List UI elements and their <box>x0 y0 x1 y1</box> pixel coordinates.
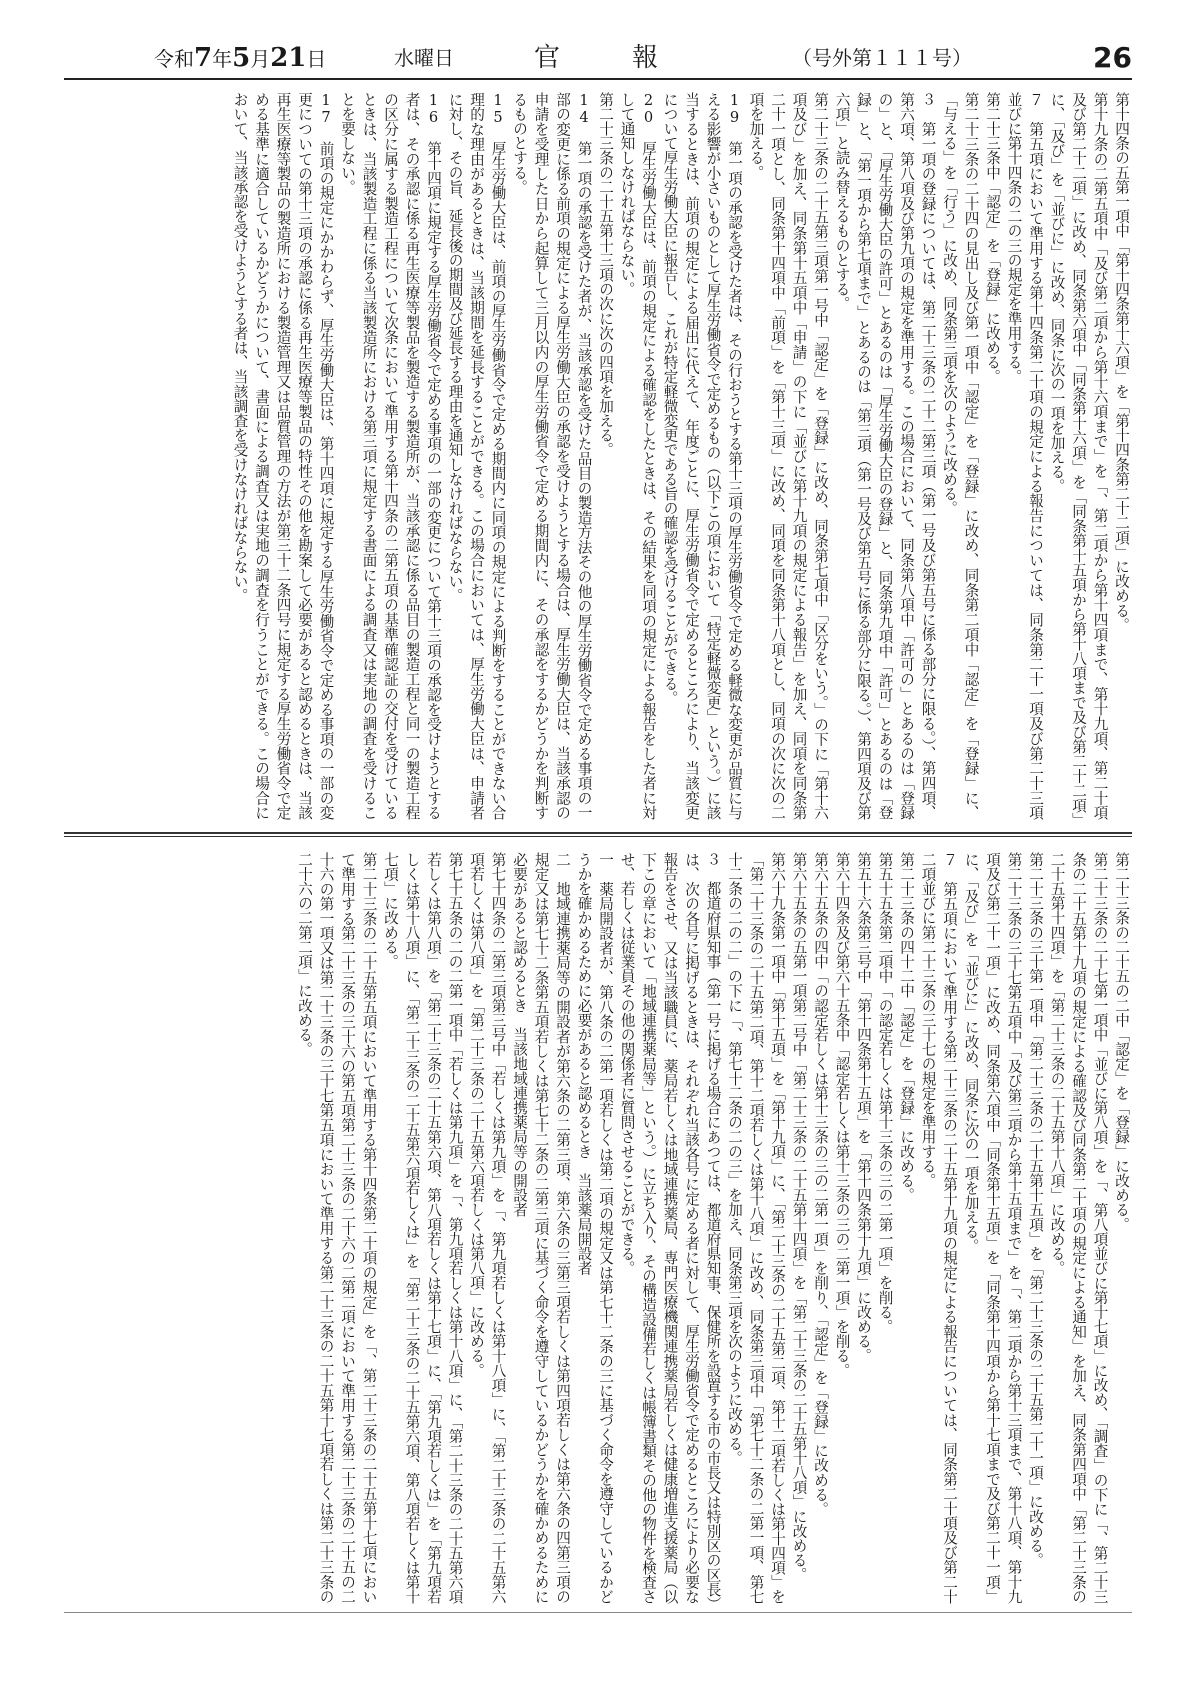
text-paragraph: 第二十三条の二十五第三項第一号中「認定」を「登録」に改め、同条第七項中「区分をいう。」の下に「第十六項及び」を加え、同条第十五項中「申請」の下に「並びに第十九項の規定による報告」を加え、同項を同条第二十一項とし、同条第十四項中「前項」を「第十三項」に改め、同項を同条第十八項とし、同項の次に次の二項を加える。 <box>747 92 829 820</box>
text-paragraph: 20 厚生労働大臣は、前項の規定による確認をしたときは、その結果を同項の規定による報告をした者に対して通知しなければならない。 <box>618 92 657 820</box>
text-paragraph: 第六十五条の五第一項第二号中「第二十三条の二十五第十四項」を「第二十三条の二十五第十八項」に改める。 <box>790 852 808 1582</box>
text-paragraph: 第二十三条の四十二中「認定」を「登録」に改める。 <box>898 852 915 1203</box>
gazette-title: 官報 <box>534 43 731 73</box>
upper-text-block <box>64 92 1132 820</box>
date-day-unit: 日 <box>306 47 327 71</box>
text-paragraph: ７ 第五項において準用する第十四条第二十項の規定による報告については、同条第二十一項及び第二十三項並びに第十四条の二の三の規定を準用する。 <box>1005 92 1044 820</box>
text-paragraph: 第六十四条及び第六十五条中「認定若しくは第十三条の三の二第一項」を削る。 <box>833 852 851 1378</box>
text-paragraph: 二 地域連携薬局等の開設者が第六条の二第三項、第六条の三第三項若しくは第四項若しくは第六条の四第三項の規定又は第七十二条第五項若しくは第七十二条の二第三項に基づく命令を遵守しているかどうかを確かめるために必要があると認めるとき 当該地域連携薬局等の開設者 <box>511 852 571 1604</box>
text-paragraph: 第二十三条の二十七第一項中「並びに第八項」を「、第八項並びに第十七項」に改め、「調査」の下に「、第二十三条の二十五第十九項の規定による確認及び同条第二十項の規定による通知」を加え、同条第四項中「第二十三条の二十五第十四項」を「第二十三条の二十五第十八項」に改める。 <box>1048 852 1109 1604</box>
text-paragraph: ３ 都道府県知事（第一号に掲げる場合にあつては、都道府県知事、保健所を設置する市の市長又は特別区の区長）は、次の各号に掲げるときは、それぞれ当該各号に定める者に対して、厚生労働省令で定めるところにより必要な報告をさせ、又は当該職員に、薬局若しくは地域連携薬局、専門医療機関連携薬局若しくは健康増進支援薬局（以下この章において「地域連携薬局等」という。）に立ち入り、その構造設備若しくは帳簿書類その他の物件を検査させ、若しくは従業員その他の関係者に質問させることができる。 <box>618 852 722 1604</box>
text-paragraph: 第二十三条の三十七第五項中「及び第三項から第十五項まで」を「、第二項から第十三項まで、第十八項、第十九項及び第二十一項」に改め、同条第六項中「同条第十五項」を「同条第十四項から第十七項まで及び第二十一項」に、「及び」を「並びに」に改め、同条に次の一項を加える。 <box>962 852 1023 1604</box>
date-day: 21 <box>270 43 307 73</box>
weekday: 水曜日 <box>394 46 454 70</box>
date-month-unit: 月 <box>250 47 271 71</box>
text-paragraph: 第二十三条の二十五の二中「認定」を「登録」に改める。 <box>1113 852 1130 1232</box>
text-paragraph: 19 第一項の承認を受けた者は、その行おうとする第十三項の厚生労働省令で定める軽微な変更が品質に与える影響が小さいものとして厚生労働省令で定めるもの（以下この項において「特定軽微変更」という。）に該当するときは、前項の規定による届出に代えて、年度ごとに、厚生労働省令で定めるところにより、当該変更について厚生労働大臣に報告し、これが特定軽微変更である旨の確認を受けることができる。 <box>661 92 743 820</box>
text-paragraph: ３ 第一項の登録については、第二十三条の二十二第三項（第一号及び第五号に係る部分に限る。）、第四項、第六項、第八項及び第九項の規定を準用する。この場合において、同条第八項中「許可の」とあるのは「登録の」と、「厚生労働大臣の許可」とあるのは「厚生労働大臣の登録」と、同条第九項中「許可」とあるのは「登録」と、「第一項から第七項まで」とあるのは「第三項（第一号及び第五号に係る部分に限る。）、第四項及び第六項」と読み替えるものとする。 <box>833 92 937 820</box>
text-paragraph: 17 前項の規定にかかわらず、厚生労働大臣は、第十四項に規定する厚生労働省令で定める事項の一部の変更についての第十三項の承認に係る再生医療等製品の特性その他を勘案して必要があると認めるときは、当該再生医療等製品の製造所における製造管理又は品質管理の方法が第三十二条四号に規定する厚生労働省令で定める基準に適合しているかどうかについて、書面による調査又は実地の調査を行うことができる。この場合において、当該承認を受けようとする者は、当該調査を受けなければならない。 <box>231 92 335 820</box>
issue-number: （号外第１１１号） <box>792 46 972 70</box>
text-paragraph: 第五十六条第三号中「第十四条第十五項」を「第十四条第十九項」に改める。 <box>855 852 872 1363</box>
text-paragraph: 第二十三条の三十第一項中「第二十三条の二十五第十五項」を「第二十三条の二十五第二十一項」に改める。 <box>1027 852 1044 1568</box>
page-header <box>64 40 1132 76</box>
text-paragraph: 一 薬局開設者が、第八条の二第一項若しくは第二項の規定又は第七十二条の三に基づく命令を遵守しているかどうかを確かめるために必要があると認めるとき 当該薬局開設者 <box>575 852 614 1604</box>
date-month: 5 <box>232 43 251 73</box>
section-divider <box>64 832 1132 837</box>
text-paragraph: 第二十三条中「認定」を「登録」に改める。 <box>984 92 1001 384</box>
lower-text-block <box>64 852 1132 1604</box>
text-paragraph: 第七十五条の二の二第一項中「若しくは第九項」を「、第九項若しくは第十八項」に、「第二十三条の二十五第六項若しくは第八項」を「第二十三条の二十五第六項、第八項若しくは第十七項」に、「第九項若しくは」を「第九項若しくは第十八項」に、「第二十三条の二十五第六項若しくは」を「第二十三条の二十五第六項、第八項若しくは第十七項」に改める。 <box>382 852 464 1604</box>
text-paragraph: 第十九条の二第五項中「及び第二項から第十六項まで」を「、第二項から第十四項まで、第十九項、第二十項及び第二十二項」に改め、同条第六項中「同条第十六項」を「同条第十五項から第十八項まで及び第二十二項」に、「及び」を「並びに」に改め、同条に次の一項を加える。 <box>1048 92 1109 820</box>
text-paragraph: 第二十三条の二十五第十三項の次に次の四項を加える。 <box>597 92 614 457</box>
text-paragraph: 第七十四条の二第三項第三号中「若しくは第九項」を「、第九項若しくは第十八項」に、「第二十三条の二十五第六項若しくは第八項」を「第二十三条の二十五第六項若しくは第八項」に改める。 <box>468 852 507 1604</box>
date-era: 令和 <box>154 47 194 71</box>
text-paragraph: 第十四条の五第一項中「第十四条第十六項」を「第十四条第二十二項」に改める。 <box>1113 92 1130 633</box>
header-rule <box>64 78 1132 80</box>
text-paragraph: 第六十五条の四中「の認定若しくは第十三条の三の二第一項」を削り、「認定」を「登録」に改める。 <box>812 852 829 1517</box>
text-paragraph: 第五十五条第二項中「の認定若しくは第十三条の三の二第一項」を削る。 <box>876 852 894 1334</box>
date-year: 7 <box>194 43 213 73</box>
date-year-unit: 年 <box>212 47 233 71</box>
page-number: 26 <box>1093 41 1132 74</box>
text-paragraph: ７ 第五項において準用する第二十三条の二十五第十九項の規定による報告については、同条第二十項及び第二十二項並びに第二十三条の三十七の規定を準用する。 <box>919 852 958 1604</box>
footer-rule <box>64 1612 1132 1613</box>
text-paragraph: 14 第一項の承認を受けた者が、当該承認を受けた品目の製造方法その他の厚生労働省令で定める事項の一部の変更に係る前項の規定による厚生労働大臣の承認を受けようとする場合は、厚生労働大臣は、当該承認の申請を受理した日から起算して三月以内の厚生労働省令で定める期間内に、その承認をするかどうかを判断するものとする。 <box>511 92 593 820</box>
text-paragraph: 第二十三条の二十四の見出し及び第一項中「認定」を「登録」に改め、同条第二項中「認定」を「登録」に、「与える」を「行う」に改め、同条第三項を次のように改める。 <box>941 92 980 820</box>
issue-date <box>154 40 326 77</box>
text-paragraph: 第二十三条の二十五第五項において準用する第十四条第二十項の規定」を「、第二十三条の二十五第十七項において準用する第二十三条の三十六の第五項第二十三条の二十六の二第二項において準用する第二十三条の二十五の二十六の第一項又は第二十三条の三十七第五項において準用する第二十三条の二十五第十七項若しくは第二十三条の二十六の二第二項」に改める。 <box>296 852 378 1604</box>
text-paragraph: 15 厚生労働大臣は、前項の厚生労働省令で定める期間内に同項の規定による判断をすることができない合理的な理由があるときは、当該期間を延長することができる。この場合においては、厚生労働大臣は、申請者に対し、その旨、延長後の期間及び延長する理由を通知しなければならない。 <box>446 92 507 820</box>
text-paragraph: 16 第十四項に規定する厚生労働省令で定める事項の一部の変更について第十三項の承認を受けようとする者は、その承認に係る再生医療等製品を製造する製造所が、当該承認に係る品目の製造工程と同一の製造工程の区分に属する製造工程について次条において準用する第十四条の二第五項の基準確認証の交付を受けているときは、当該製造工程に係る当該製造所における第三項に規定する書面による調査又は実地の調査を受けることを要しない。 <box>339 92 442 820</box>
text-paragraph: 第六十九条第一項中「第十五項」を「第十九項」に、「第二十三条の二十五第二項、第十二項若しくは第十四項」を「第二十三条の二十五第二項、第十二項若しくは第十八項」に改め、同条第三項中「第七十二条の二第一項、第七十二条の二の二」の下に「、第七十二条の二の三」を加え、同条第三項を次のように改める。 <box>726 852 786 1604</box>
